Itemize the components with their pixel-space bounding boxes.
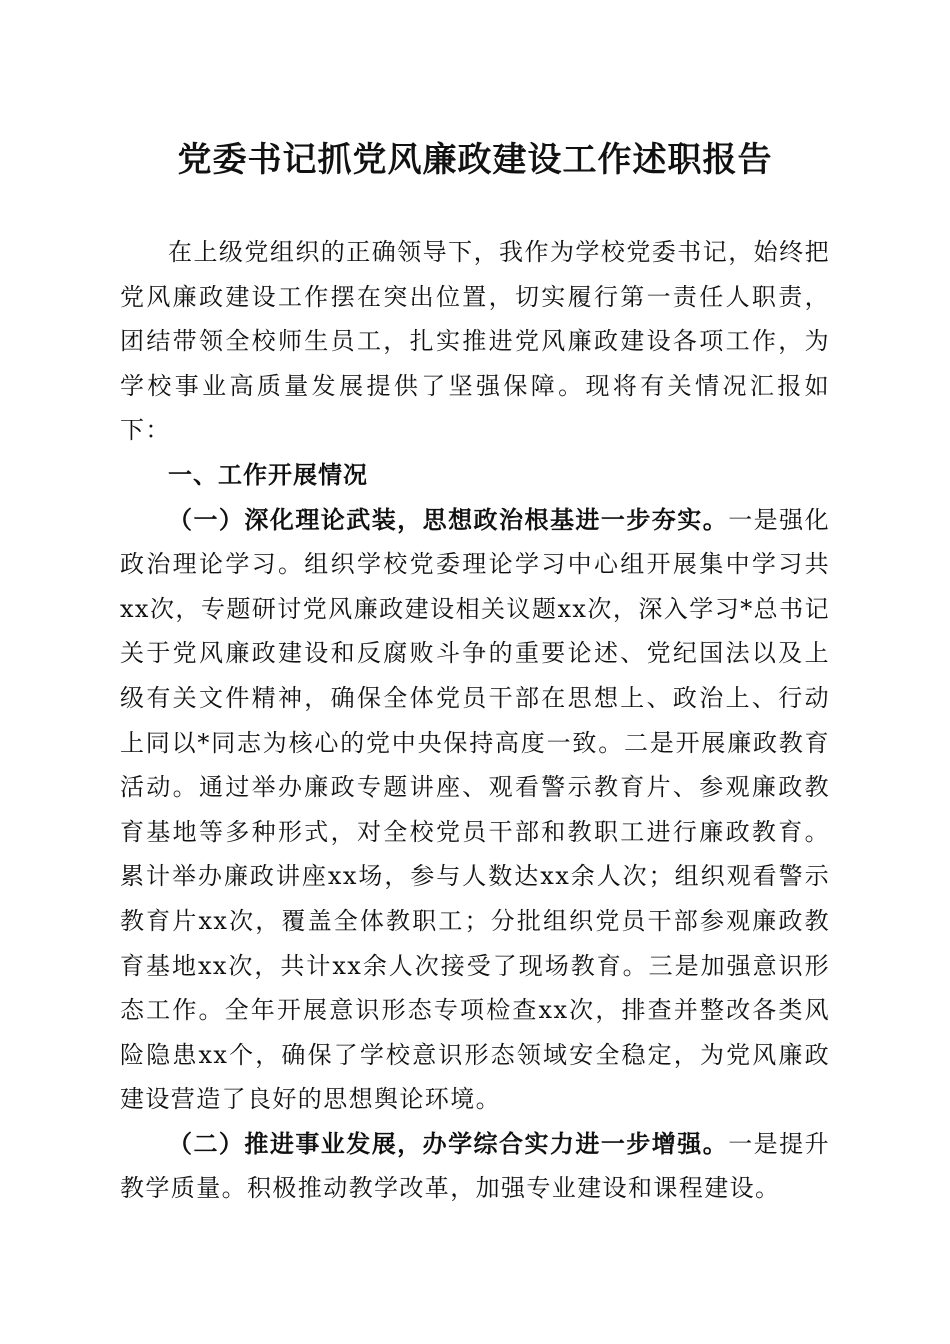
subsection-1-lead: （一）深化理论武装，思想政治根基进一步夯实。	[168, 504, 729, 534]
section-heading-1: 一、工作开展情况	[168, 460, 368, 489]
subsection-2-text: 一是提升教学质量。积极推动教学改革，加强专业建设和课程建设。	[120, 1129, 830, 1203]
document-title: 党委书记抓党风廉政建设工作述职报告	[177, 140, 773, 180]
subsection-2-paragraph	[120, 1122, 830, 1211]
subsection-1-text: 一是强化政治理论学习。组织学校党委理论学习中心组开展集中学习共xx次，专题研讨党风廉政建设相关议题xx次，深入学习*总书记关于党风廉政建设和反腐败斗争的重要论述、党纪国法以及上级有关文件精神，确保全体党员干部在思想上、政治上、行动上同以*同志为核心的党中央保持高度一致。二是开展廉政教育活动。通过举办廉政专题讲座、观看警示教育片、参观廉政教育基地等多种形式，对全校党员干部和教职工进行廉政教育。累计举办廉政讲座xx场，参与人数达xx余人次；组织观看警示教育片xx次，覆盖全体教职工；分批组织党员干部参观廉政教育基地xx次，共计xx余人次接受了现场教育。三是加强意识形态工作。全年开展意识形态专项检查xx次，排查并整改各类风险隐患xx个，确保了学校意识形态领域安全稳定，为党风廉政建设营造了良好的思想舆论环境。	[120, 505, 830, 1114]
document-body	[120, 230, 830, 1211]
subsection-1-paragraph	[120, 498, 830, 1122]
subsection-2-lead: （二）推进事业发展，办学综合实力进一步增强。	[168, 1128, 729, 1158]
intro-paragraph: 在上级党组织的正确领导下，我作为学校党委书记，始终把党风廉政建设工作摆在突出位置，切实履行第一责任人职责，团结带领全校师生员工，扎实推进党风廉政建设各项工作，为学校事业高质量发展提供了坚强保障。现将有关情况汇报如下：	[120, 238, 830, 445]
